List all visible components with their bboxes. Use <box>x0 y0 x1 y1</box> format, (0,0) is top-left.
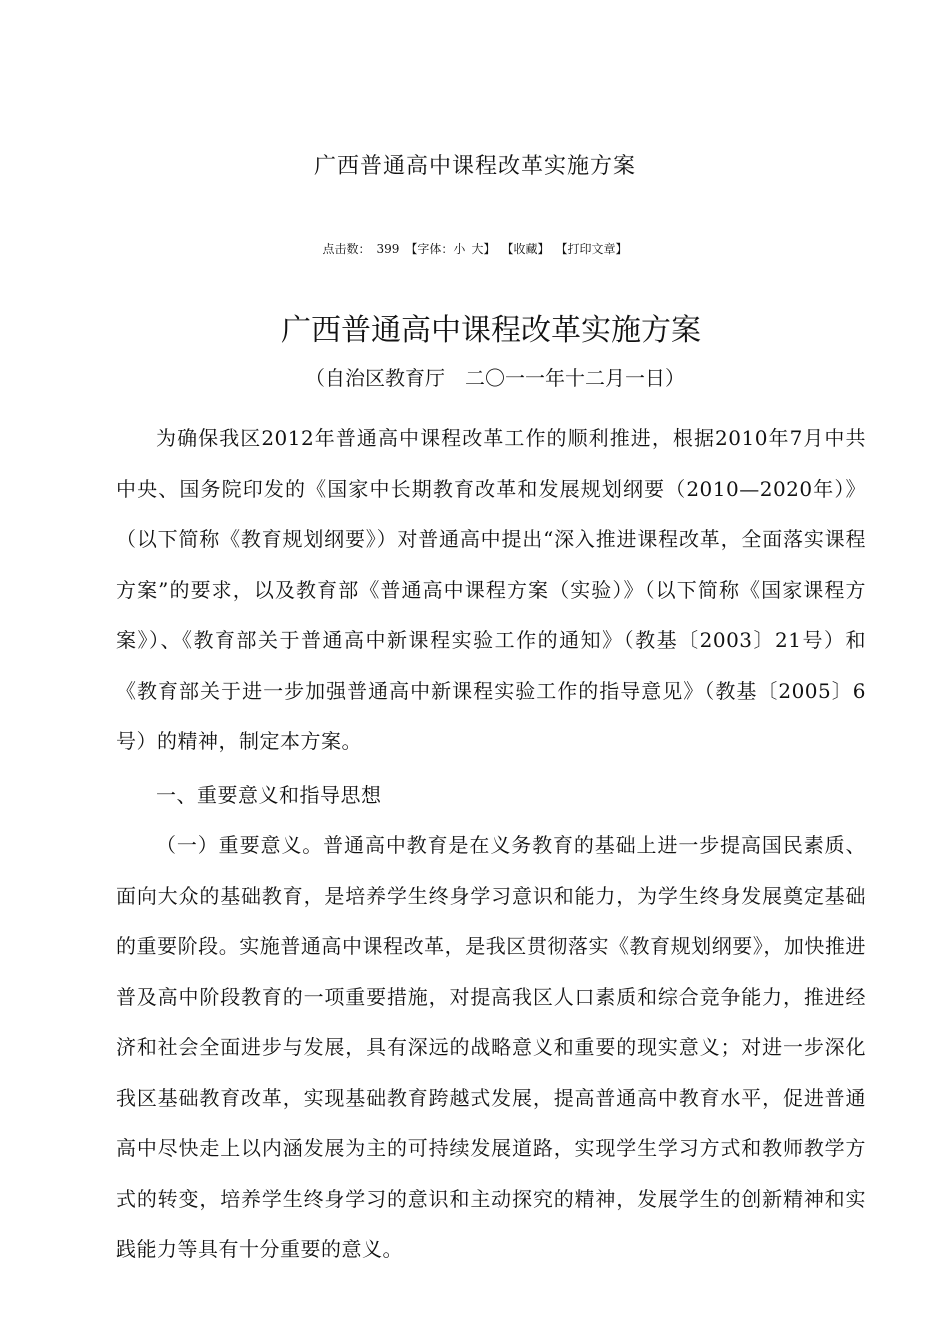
section-heading: 一、重要意义和指导思想 <box>156 782 382 807</box>
font-size-close: 】 <box>483 242 496 256</box>
font-small-link[interactable]: 小 <box>453 242 466 256</box>
page-title: 广西普通高中课程改革实施方案 <box>313 154 636 179</box>
issuer-line: （自治区教育厅 二〇一一年十二月一日） <box>305 366 685 390</box>
click-count-label: 点击数： <box>322 242 371 256</box>
print-article-link[interactable]: 【打印文章】 <box>555 242 628 256</box>
click-count-value: 399 <box>376 242 400 256</box>
significance-paragraph: （一）重要意义。普通高中教育是在义务教育的基础上进一步提高国民素质、面向大众的基础教育，是培养学生终身学习意识和能力，为学生终身发展奠定基础的重要阶段。实施普通高中课程改革，是我区贯彻落实《教育规划纲要》，加快推进普及高中阶段教育的一项重要措施，对提高我区人口素质和综合竞争能力，推进经济和社会全面进步与发展，具有深远的战略意义和重要的现实意义；对进一步深化我区基础教育改革，实现基础教育跨越式发展，提高普通高中教育水平，促进普通高中尽快走上以内涵发展为主的可持续发展道路，实现学生学习方式和教师教学方式的转变，培养学生终身学习的意识和主动探究的精神，发展学生的创新精神和实践能力等具有十分重要的意义。 <box>116 833 866 1261</box>
collect-link[interactable]: 【收藏】 <box>501 242 550 256</box>
article-subtitle: 广西普通高中课程改革实施方案 <box>281 313 701 348</box>
font-large-link[interactable]: 大 <box>471 242 484 256</box>
intro-paragraph: 为确保我区2012年普通高中课程改革工作的顺利推进，根据2010年7月中共中央、国务院印发的《国家中长期教育改革和发展规划纲要（2010—2020年）》（以下简称《教育规划纲要》）对普通高中提出“深入推进课程改革，全面落实课程方案”的要求，以及教育部《普通高中课程方案（实验）》（以下简称《国家课程方案》）、《教育部关于普通高中新课程实验工作的通知》（教基〔2003〕21号）和《教育部关于进一步加强普通高中新课程实验工作的指导意见》（教基〔2005〕6号）的精神，制定本方案。 <box>116 426 866 753</box>
article-body <box>116 314 866 1275</box>
article-meta-bar <box>0 240 950 258</box>
font-size-label: 【字体： <box>405 242 454 256</box>
